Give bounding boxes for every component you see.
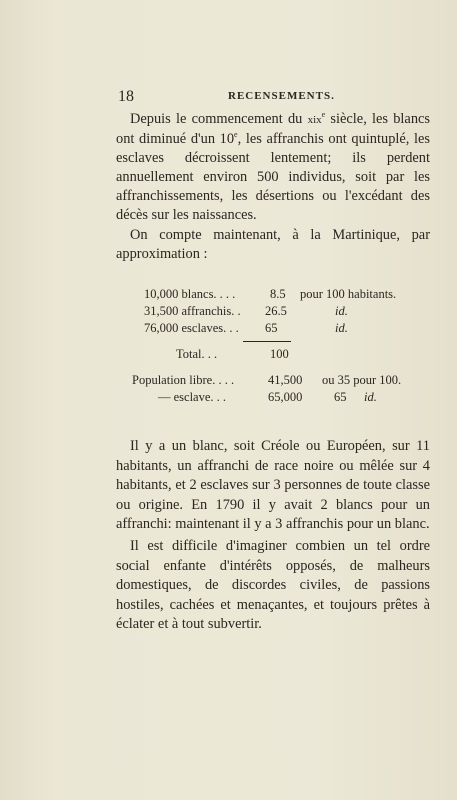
paragraph-social-order: Il est difficile d'imaginer combien un tel ordre social enfante d'intérêts opposés, de malheurs domestiques, de discordes civiles, de passions hostiles, cachées et menaçantes, et toujours prêtes à éclater et à tout subvertir.	[116, 537, 430, 633]
running-head: RECENSEMENTS.	[228, 90, 335, 102]
paragraph-intro-table: On compte maintenant, à la Martinique, par approximation :	[116, 227, 430, 262]
paragraph-census-trend: Depuis le commencement du xix$^e$ siècle, les blancs ont diminué d'un 10e, les affranchis ont quintuplé, les esclaves décroissent lentement; ils perdent annuellement environ 500 individus, soit par les affranchissements, les désertions ou l'excédant des décès sur les naissances.	[116, 110, 430, 223]
page-header	[118, 88, 430, 106]
century-roman: xix	[307, 114, 322, 126]
total-rule	[243, 341, 291, 342]
page-number: 18	[118, 88, 134, 105]
paragraph-ratios: Il y a un blanc, soit Créole ou Européen, sur 11 habitants, un affranchi de race noire ou mêlée sur 4 habitants, et 2 esclaves sur 3 personnes de toute classe ou origine. En 1790 il y avait 2 blancs pour un affranchi: maintenant il y a 3 affranchis pour un blanc.	[116, 438, 430, 533]
book-page: 18 RECENSEMENTS. Depuis le commencement du xix$^e$ siècle, les blancs ont diminué d'un 10e, les affranchis ont quintuplé, les esclaves décroissent lentement; ils perdent annuellement environ 500 individus, soit par les affranchissements, les désertions ou l'excédant des décès sur les naissances. On compte maintenant, à la Martinique, par approximation : 10,000 blancs. . . . 8.5 pour 100 habitants. 31,500 affranchis. . 26.5 id. 76,000 esclaves. . . 65 id. Total. . . 100 Population libre. . . . 41,500 ou 35 pour 100. — esclave. . . 65,000 65 id. Il y a un blanc, soit Créole ou Européen, sur 11 habitants, un affranchi de race noire ou mêlée sur 4 habitants, et 2 esclaves sur 3 personnes de toute classe ou origine. En 1790 il y avait 2 blancs pour un affranchi: maintenant il y a 3 affranchis pour un blanc. Il est difficile d'imaginer combien un tel ordre social enfante d'intérêts opposés, de malheurs domestiques, de discordes civiles, de passions hostiles, cachées et menaçantes, et toujours prêtes à éclater et à tout subvertir.	[0, 0, 457, 800]
text-block-bottom	[116, 437, 430, 635]
text-block-top	[116, 110, 430, 264]
